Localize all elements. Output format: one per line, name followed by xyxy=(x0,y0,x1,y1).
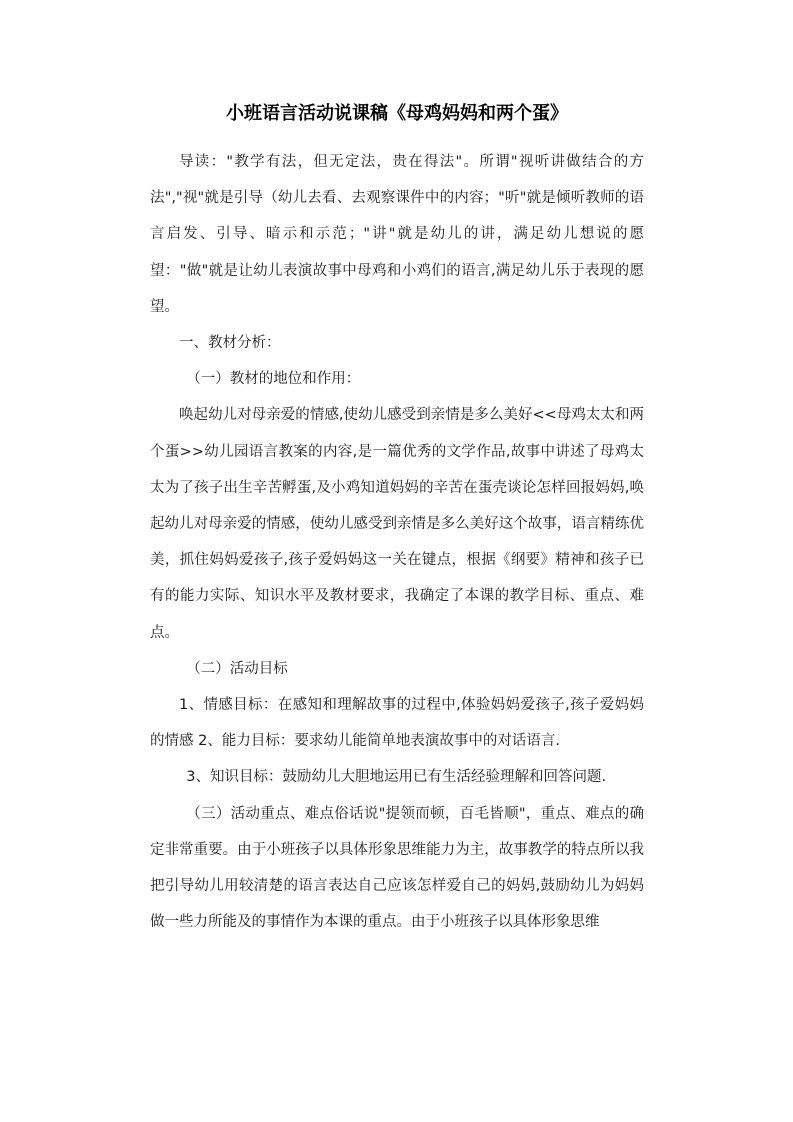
paragraph-intro: 导读："教学有法，但无定法，贵在得法"。所谓"视听讲做结合的方法","视"就是引导（幼儿去看、去观察课件中的内容；"听"就是倾听教师的语言启发、引导、暗示和示范；"讲"就是幼儿的讲，满足幼儿想说的愿望："做"就是让幼儿表演故事中母鸡和小鸡们的语言,满足幼儿乐于表现的愿望。 xyxy=(150,154,644,315)
paragraph-subheading: （一）教材的地位和作用： xyxy=(186,371,361,388)
document-title: 小班语言活动说课稿《母鸡妈妈和两个蛋》 xyxy=(226,103,568,124)
paragraph-analysis: 唤起幼儿对母亲爱的情感,使幼儿感受到亲情是多么美好<<母鸡太太和两个蛋>>幼儿园语言教案的内容,是一篇优秀的文学作品,故事中讲述了母鸡太太为了孩子出生辛苦孵蛋,及小鸡知道妈妈的辛苦在蛋壳谈论怎样回报妈妈,唤起幼儿对母亲爱的情感，使幼儿感受到亲情是多么美好这个故事，语言精练优美，抓住妈妈爱孩子,孩子爱妈妈这一关在键点，根据《纲要》精神和孩子已有的能力实际、知识水平及教材要求，我确定了本课的教学目标、重点、难点。 xyxy=(150,407,644,641)
paragraph-key-points: （三）活动重点、难点俗话说"提领而顿，百毛皆顺"，重点、难点的确定非常重要。由于小班孩子以具体形象思维能力为主，故事教学的特点所以我把引导幼儿用较清楚的语言表达自己应该怎样爱自己的妈妈,鼓励幼儿为妈妈做一些力所能及的事情作为本课的重点。由于小班孩子以具体形象思维 xyxy=(150,805,644,931)
paragraph-knowledge-goal: 3、知识目标：鼓励幼儿大胆地运用已有生活经验理解和回答问题. xyxy=(186,769,607,786)
document-body xyxy=(150,144,644,940)
paragraph-section-heading: 一、教材分析： xyxy=(179,335,281,352)
paragraph-goals: 1、情感目标：在感知和理解故事的过程中,体验妈妈爱孩子,孩子爱妈妈的情感 2、能力目标：要求幼儿能简单地表演故事中的对话语言. xyxy=(150,697,644,750)
paragraph-subheading: （二）活动目标 xyxy=(186,660,288,677)
